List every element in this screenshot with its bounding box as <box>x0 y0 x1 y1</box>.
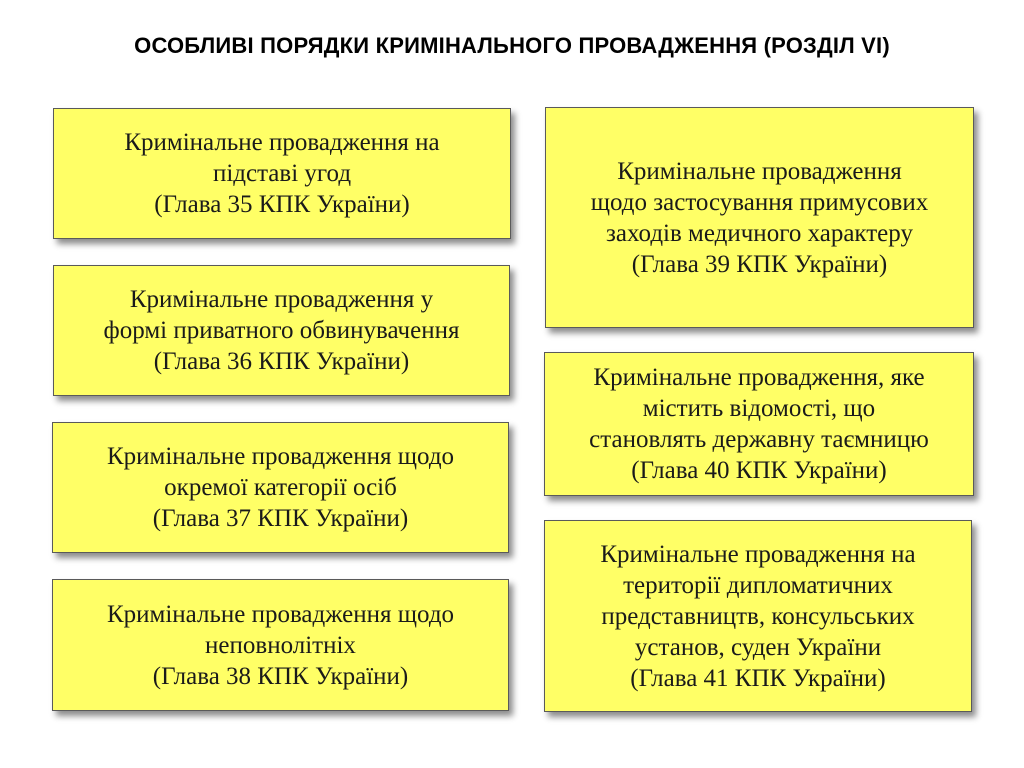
box-line: установ, суден України <box>634 633 882 661</box>
box-line: (Глава 35 КПК України) <box>154 191 410 218</box>
box-line: (Глава 38 КПК України) <box>152 662 409 690</box>
box-chapter-37 <box>52 422 509 553</box>
box-line: території дипломатичних <box>623 571 893 599</box>
box-line: становлять державну таємницю <box>589 426 929 453</box>
box-line: Кримінальне провадження щодо <box>106 600 455 628</box>
box-chapter-41 <box>544 520 972 712</box>
box-line: (Глава 39 КПК України) <box>631 250 888 278</box>
box-chapter-35 <box>53 108 511 239</box>
box-line: (Глава 36 КПК України) <box>153 348 410 375</box>
box-chapter-39 <box>545 107 974 328</box>
box-chapter-40 <box>544 352 974 496</box>
box-chapter-38 <box>52 579 509 711</box>
box-line: щодо застосування примусових <box>590 188 929 216</box>
box-line: (Глава 41 КПК України) <box>630 664 886 692</box>
box-text <box>600 539 915 694</box>
box-line: формі приватного обвинувачення <box>103 317 460 344</box>
box-text <box>104 284 460 377</box>
box-line: заходів медичного характеру <box>606 219 913 247</box>
box-line: Кримінальне провадження <box>617 157 902 185</box>
box-line: окремої категорії осіб <box>164 474 397 501</box>
slide-title: ОСОБЛИВІ ПОРЯДКИ КРИМІНАЛЬНОГО ПРОВАДЖЕННЯ (РОЗДІЛ VI) <box>134 33 890 58</box>
box-text <box>589 362 929 486</box>
box-line: (Глава 37 КПК України) <box>152 505 409 532</box>
box-line: Кримінальне провадження у <box>129 286 434 313</box>
box-text <box>107 441 454 534</box>
box-line: Кримінальне провадження на <box>600 540 916 568</box>
box-text <box>107 599 454 692</box>
box-line: (Глава 40 КПК України) <box>631 457 887 484</box>
box-line: містить відомості, що <box>642 395 876 422</box>
box-line: представництв, консульських <box>601 602 915 630</box>
box-line: неповнолітніх <box>205 631 356 659</box>
box-text <box>124 127 439 220</box>
box-text <box>591 156 929 280</box>
box-line: Кримінальне провадження на <box>124 129 440 156</box>
box-line: підставі угод <box>212 160 352 187</box>
box-line: Кримінальне провадження щодо <box>106 443 455 470</box>
box-line: Кримінальне провадження, яке <box>593 364 925 391</box>
box-chapter-36 <box>53 265 510 396</box>
